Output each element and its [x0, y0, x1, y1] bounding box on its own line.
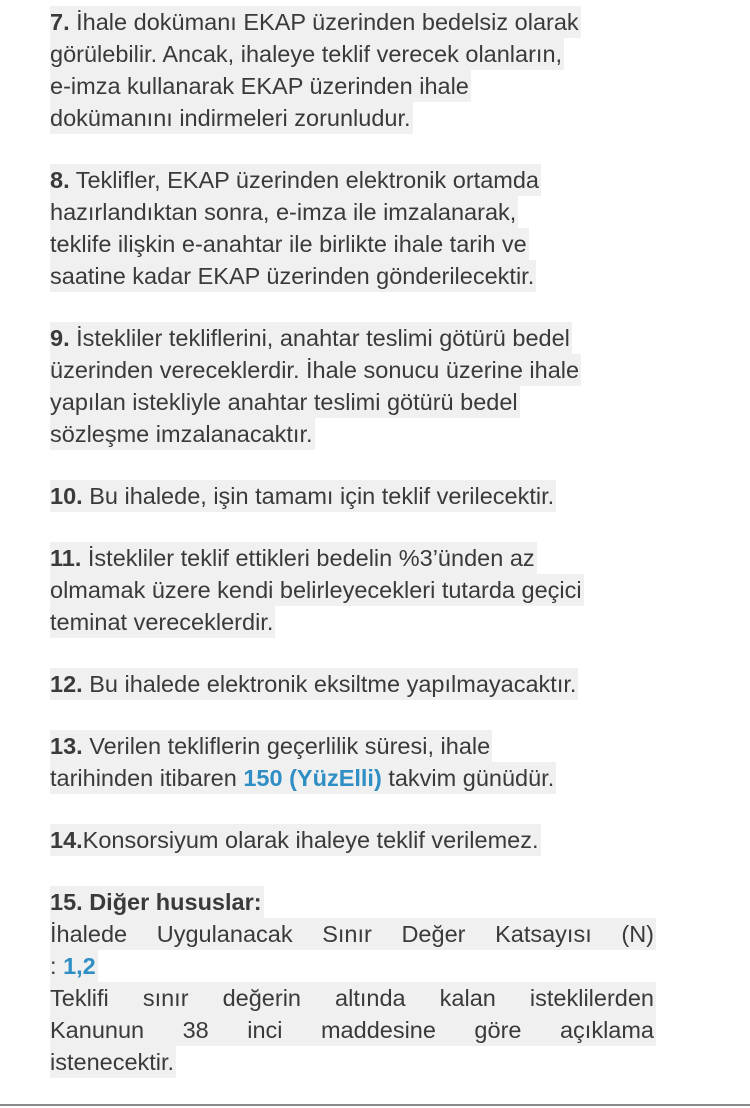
item-10-text-1: Bu ihalede, işin tamamı için teklif verilecektir.	[82, 483, 555, 509]
item-7-number: 7.	[50, 9, 70, 35]
item-14-number: 14.	[50, 827, 83, 853]
item-10	[50, 480, 670, 512]
tender-document-text	[50, 6, 670, 1108]
item-12	[50, 668, 670, 700]
item-9-line-3: yapılan istekliyle anahtar teslimi götürü bedel	[50, 386, 520, 418]
item-13	[50, 730, 670, 794]
item-8-text-1: Teklifler, EKAP üzerinden elektronik ortamda	[69, 167, 539, 193]
item-8-number: 8.	[50, 167, 70, 193]
item-7-line-3: e-imza kullanarak EKAP üzerinden ihale	[50, 70, 471, 102]
item-8-line-4: saatine kadar EKAP üzerinden gönderilecektir.	[50, 260, 536, 292]
item-12-text-1: Bu ihalede elektronik eksiltme yapılmayacaktır.	[82, 671, 577, 697]
item-14	[50, 824, 670, 856]
item-15-line-1: İhalede Uygulanacak Sınır Değer Katsayısı (N)	[50, 918, 656, 950]
item-8-line-1	[50, 164, 541, 196]
item-12-line-1	[50, 668, 578, 700]
item-7-line-4: dokümanını indirmeleri zorunludur.	[50, 102, 413, 134]
item-14-line-1	[50, 824, 541, 856]
item-14-text-1: Konsorsiyum olarak ihaleye teklif verilemez.	[82, 827, 539, 853]
item-11-line-1	[50, 542, 537, 574]
item-13-text-2-post: takvim günüdür.	[381, 765, 555, 791]
item-15-line-2	[50, 950, 98, 982]
validity-period-highlight: 150 (YüzElli)	[243, 765, 382, 791]
item-7-line-2: görülebilir. Ancak, ihaleye teklif verecek olanların,	[50, 38, 564, 70]
item-13-line-2	[50, 762, 556, 794]
item-15-line-4: Kanunun 38 inci maddesine göre açıklama	[50, 1014, 656, 1046]
item-15-heading: 15. Diğer hususlar:	[50, 886, 264, 918]
bottom-divider	[0, 1104, 750, 1106]
item-13-number: 13.	[50, 733, 83, 759]
item-15	[50, 886, 670, 1078]
item-10-number: 10.	[50, 483, 83, 509]
item-13-text-1: Verilen tekliflerin geçerlilik süresi, ihale	[82, 733, 491, 759]
item-9	[50, 322, 670, 450]
item-15-line-3: Teklifi sınır değerin altında kalan isteklilerden	[50, 982, 656, 1014]
item-11	[50, 542, 670, 638]
item-10-line-1	[50, 480, 556, 512]
item-7-text-1: İhale dokümanı EKAP üzerinden bedelsiz olarak	[69, 9, 579, 35]
item-11-line-3: teminat vereceklerdir.	[50, 606, 275, 638]
item-13-text-2-pre: tarihinden itibaren	[50, 765, 244, 791]
item-15-text-2-pre: :	[50, 953, 64, 979]
item-11-number: 11.	[50, 545, 82, 571]
item-7-line-1	[50, 6, 581, 38]
item-15-line-5: istenecektir.	[50, 1046, 176, 1078]
item-9-line-2: üzerinden vereceklerdir. İhale sonucu üzerine ihale	[50, 354, 581, 386]
item-11-text-1: İstekliler teklif ettikleri bedelin %3’ünden az	[81, 545, 535, 571]
item-9-line-4: sözleşme imzalanacaktır.	[50, 418, 315, 450]
item-9-number: 9.	[50, 325, 70, 351]
coefficient-value-highlight: 1,2	[63, 953, 96, 979]
item-8-line-3: teklife ilişkin e-anahtar ile birlikte ihale tarih ve	[50, 228, 529, 260]
item-9-line-1	[50, 322, 572, 354]
item-8	[50, 164, 670, 292]
item-11-line-2: olmamak üzere kendi belirleyecekleri tutarda geçici	[50, 574, 584, 606]
item-7	[50, 6, 670, 134]
item-13-line-1	[50, 730, 492, 762]
item-12-number: 12.	[50, 671, 83, 697]
item-8-line-2: hazırlandıktan sonra, e-imza ile imzalanarak,	[50, 196, 518, 228]
item-9-text-1: İstekliler tekliflerini, anahtar teslimi götürü bedel	[69, 325, 570, 351]
